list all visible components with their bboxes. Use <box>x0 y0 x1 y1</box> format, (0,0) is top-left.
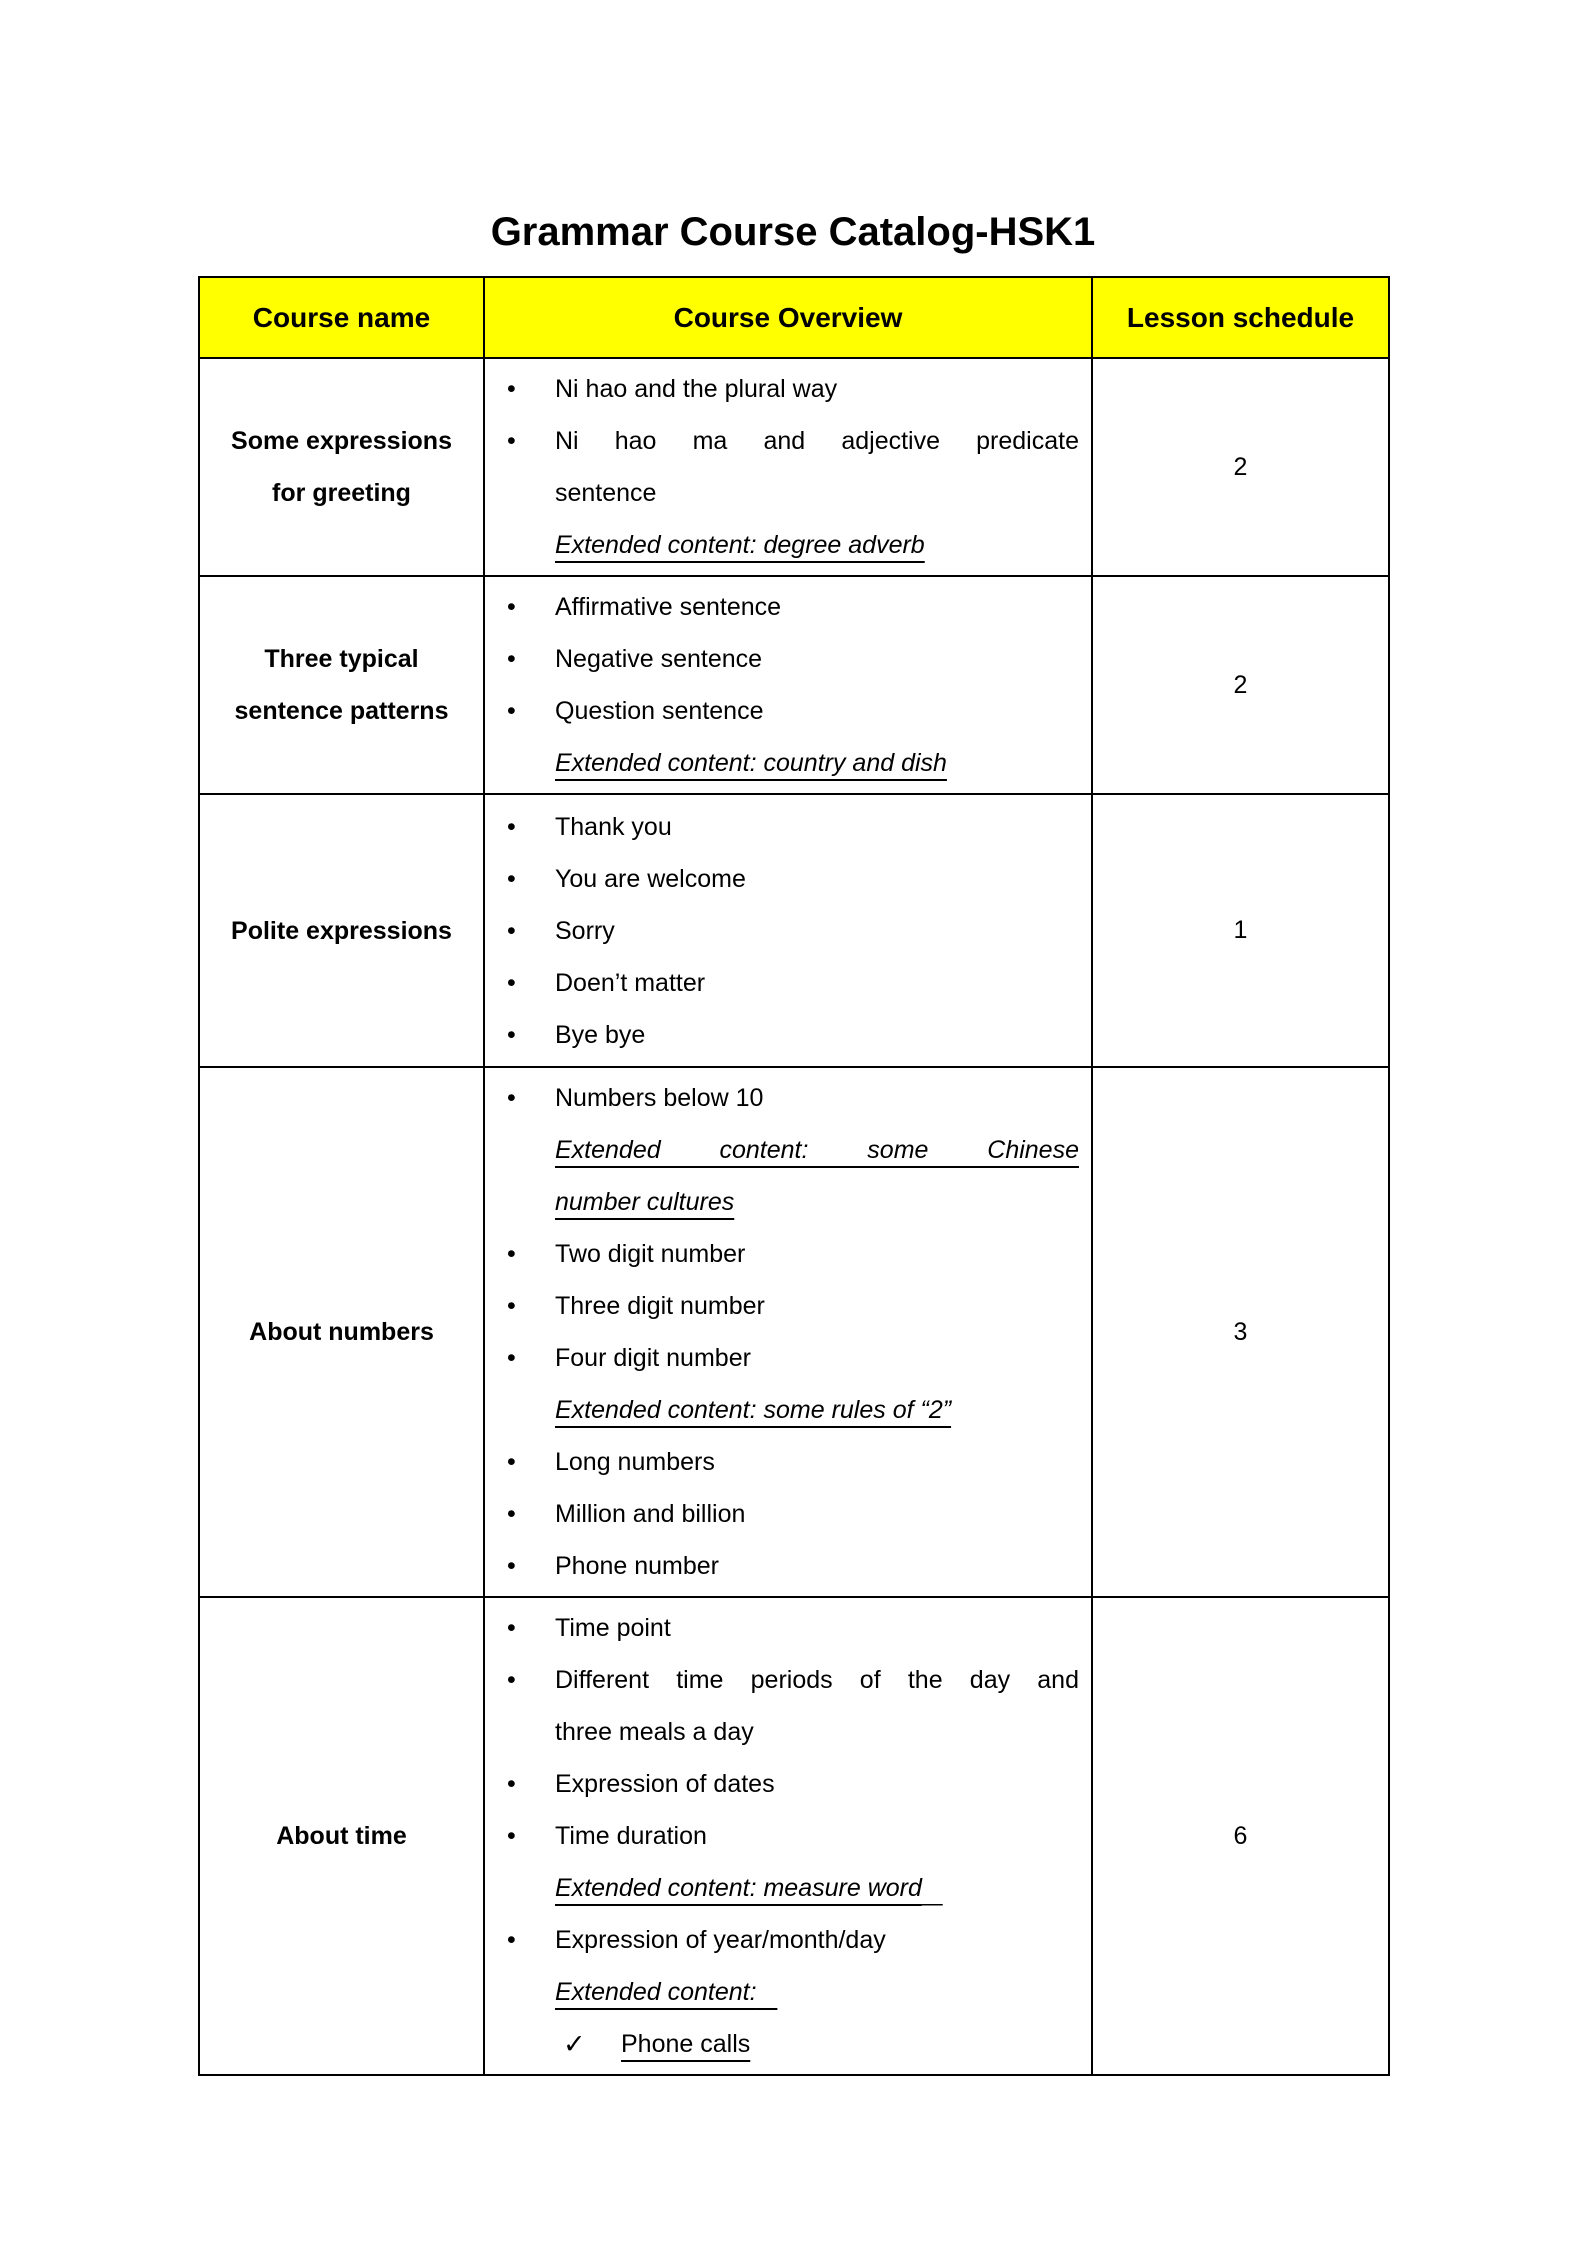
overview-item: • Numbers below 10 <box>485 1072 1091 1124</box>
lesson-schedule-cell: 2 <box>1092 358 1389 576</box>
table-row <box>199 1067 1389 1597</box>
overview-item: • Doen’t matter <box>485 957 1091 1009</box>
overview-item-extended: Extended content: <box>555 1978 757 2006</box>
bullet-icon: • <box>507 1926 516 1954</box>
page-title: Grammar Course Catalog-HSK1 <box>490 210 1096 254</box>
table-row <box>199 794 1389 1067</box>
overview-item: • Ni hao ma and adjective predicate <box>485 415 1091 467</box>
overview-item-extended: Extended content: some rules of “2” <box>555 1396 952 1424</box>
overview-item: • Two digit number <box>485 1228 1091 1280</box>
overview-item-extended-continuation: number cultures <box>555 1188 735 1216</box>
overview-item-extended: Extended content: measure word <box>555 1874 922 1902</box>
bullet-icon: • <box>507 1020 516 1049</box>
course-overview-cell <box>484 1597 1092 2075</box>
overview-item: • Sorry <box>485 905 1091 957</box>
overview-item: • Three digit number <box>485 1280 1091 1332</box>
overview-item: • Expression of dates <box>485 1758 1091 1810</box>
overview-item: • Question sentence <box>485 685 1091 737</box>
lesson-schedule-cell: 6 <box>1092 1597 1389 2075</box>
course-name-cell: Polite expressions <box>199 794 484 1067</box>
bullet-icon: • <box>507 645 516 673</box>
column-header-lesson-schedule: Lesson schedule <box>1092 277 1389 358</box>
bullet-icon: • <box>507 1500 516 1528</box>
course-overview-cell <box>484 1067 1092 1597</box>
lesson-schedule-cell: 1 <box>1092 794 1389 1067</box>
bullet-icon: • <box>507 427 516 455</box>
bullet-icon: • <box>507 1448 516 1476</box>
bullet-icon: • <box>507 1292 516 1320</box>
course-name-cell: Three typical sentence patterns <box>199 576 484 794</box>
course-name-cell: Some expressions for greeting <box>199 358 484 576</box>
bullet-icon: • <box>507 1614 516 1642</box>
overview-item-continuation: three meals a day <box>555 1718 754 1746</box>
bullet-icon: • <box>507 968 516 997</box>
overview-item: • Long numbers <box>485 1436 1091 1488</box>
column-header-course-name: Course name <box>199 277 484 358</box>
course-overview-cell <box>484 794 1092 1067</box>
table-header-row <box>199 277 1389 358</box>
checkmark-icon: ✓ <box>563 2029 586 2059</box>
bullet-icon: • <box>507 1770 516 1798</box>
bullet-icon: • <box>507 1666 516 1694</box>
overview-item-extended: Extended content: some Chinese <box>555 1136 1079 1164</box>
bullet-icon: • <box>507 1344 516 1372</box>
overview-item: • Affirmative sentence <box>485 581 1091 633</box>
table-row <box>199 576 1389 794</box>
overview-item: • Phone number <box>485 1540 1091 1592</box>
overview-item: • Different time periods of the day and <box>485 1654 1091 1706</box>
overview-item: • You are welcome <box>485 853 1091 905</box>
bullet-icon: • <box>507 1240 516 1268</box>
course-catalog-table <box>198 276 1390 2076</box>
overview-item: • Expression of year/month/day <box>485 1914 1091 1966</box>
course-overview-cell <box>484 358 1092 576</box>
bullet-icon: • <box>507 375 516 403</box>
overview-item: • Ni hao and the plural way <box>485 363 1091 415</box>
overview-item-check: ✓ Phone calls <box>485 2018 1091 2070</box>
bullet-icon: • <box>507 1552 516 1580</box>
bullet-icon: • <box>507 697 516 725</box>
course-name-cell: About time <box>199 1597 484 2075</box>
overview-item: • Negative sentence <box>485 633 1091 685</box>
course-name-cell: About numbers <box>199 1067 484 1597</box>
bullet-icon: • <box>507 864 516 893</box>
lesson-schedule-cell: 2 <box>1092 576 1389 794</box>
column-header-course-overview: Course Overview <box>484 277 1092 358</box>
bullet-icon: • <box>507 593 516 621</box>
bullet-icon: • <box>507 812 516 841</box>
overview-item: • Million and billion <box>485 1488 1091 1540</box>
bullet-icon: • <box>507 1822 516 1850</box>
course-overview-cell <box>484 576 1092 794</box>
overview-item-continuation: sentence <box>555 479 657 507</box>
overview-item-extended: Extended content: degree adverb <box>555 531 925 559</box>
table-row <box>199 1597 1389 2075</box>
overview-item: • Four digit number <box>485 1332 1091 1384</box>
overview-item: • Bye bye <box>485 1009 1091 1061</box>
overview-item-extended: Extended content: country and dish <box>555 749 947 777</box>
bullet-icon: • <box>507 916 516 945</box>
table-row <box>199 358 1389 576</box>
overview-item: • Time point <box>485 1602 1091 1654</box>
overview-item: • Time duration <box>485 1810 1091 1862</box>
overview-item: • Thank you <box>485 801 1091 853</box>
lesson-schedule-cell: 3 <box>1092 1067 1389 1597</box>
bullet-icon: • <box>507 1084 516 1112</box>
